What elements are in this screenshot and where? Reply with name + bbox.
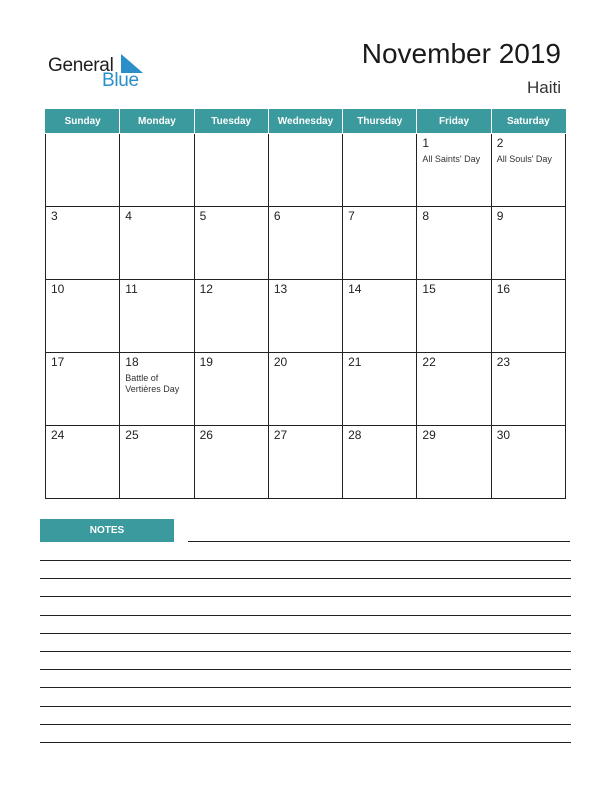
calendar-day-cell	[417, 280, 491, 353]
day-number: 6	[273, 209, 281, 223]
note-line	[40, 560, 571, 561]
calendar-week-row	[46, 207, 566, 280]
holiday-label: Battle of Vertières Day	[125, 373, 180, 394]
calendar-day-cell	[46, 207, 120, 280]
calendar-day-cell	[120, 134, 194, 207]
day-number: 22	[422, 355, 436, 369]
day-number: 29	[422, 428, 436, 442]
day-number: 2	[496, 136, 504, 150]
calendar-grid	[45, 109, 566, 499]
calendar-day-cell	[194, 280, 268, 353]
calendar-day-cell	[120, 426, 194, 499]
note-line	[40, 596, 571, 597]
holiday-label: All Saints' Day	[422, 154, 481, 164]
day-number: 4	[125, 209, 132, 223]
notes-label: NOTES	[40, 519, 174, 542]
calendar-day-cell	[417, 207, 491, 280]
calendar-day-cell	[194, 353, 268, 426]
note-line	[188, 541, 570, 542]
note-line	[40, 742, 571, 743]
calendar-day-cell	[343, 134, 417, 207]
calendar-day-cell	[491, 353, 565, 426]
calendar-day-cell	[491, 134, 565, 207]
day-number: 8	[422, 209, 430, 223]
calendar-day-cell	[268, 353, 342, 426]
weekday-header-row	[46, 110, 566, 134]
calendar-week-row	[46, 426, 566, 499]
weekday-thursday: Thursday	[343, 110, 417, 134]
calendar-day-cell	[491, 280, 565, 353]
holiday-label: All Souls' Day	[496, 154, 552, 164]
page-title: November 2019	[361, 38, 561, 69]
day-number: 3	[51, 209, 58, 223]
day-number: 27	[273, 428, 288, 442]
calendar-day-cell	[491, 207, 565, 280]
calendar-day-cell	[343, 426, 417, 499]
calendar-day-cell	[120, 207, 194, 280]
day-number: 10	[51, 282, 65, 296]
calendar-day-cell	[417, 426, 491, 499]
calendar-day-cell	[417, 134, 491, 207]
calendar-day-cell	[46, 426, 120, 499]
country-name: Haiti	[526, 78, 561, 97]
calendar-day-cell	[46, 280, 120, 353]
day-number: 17	[51, 355, 65, 369]
note-line	[40, 615, 571, 616]
calendar-day-cell	[268, 207, 342, 280]
calendar-day-cell	[194, 426, 268, 499]
calendar-day-cell	[120, 280, 194, 353]
day-number: 19	[199, 355, 213, 369]
calendar-day-cell	[343, 280, 417, 353]
day-number: 20	[273, 355, 288, 369]
day-number: 5	[199, 209, 207, 223]
day-number: 14	[348, 282, 362, 296]
day-number: 23	[496, 355, 511, 369]
calendar-week-row	[46, 134, 566, 207]
calendar-day-cell	[194, 134, 268, 207]
calendar-day-cell	[343, 353, 417, 426]
calendar-week-row	[46, 280, 566, 353]
day-number: 21	[348, 355, 362, 369]
calendar-day-cell	[268, 134, 342, 207]
day-number: 15	[422, 282, 436, 296]
day-number: 9	[496, 209, 504, 223]
day-number: 12	[199, 282, 213, 296]
brand-logo	[48, 52, 158, 94]
calendar-day-cell	[417, 353, 491, 426]
calendar-day-cell	[343, 207, 417, 280]
calendar-week-row	[46, 353, 566, 426]
note-line	[40, 669, 571, 670]
calendar-body	[46, 134, 566, 499]
note-line	[40, 651, 571, 652]
weekday-sunday: Sunday	[46, 110, 120, 134]
note-line	[40, 687, 571, 688]
day-number: 24	[51, 428, 65, 442]
weekday-friday: Friday	[417, 110, 491, 134]
day-number: 7	[348, 209, 355, 223]
day-number: 11	[125, 282, 138, 296]
day-number: 28	[348, 428, 362, 442]
calendar-day-cell	[268, 280, 342, 353]
day-number: 18	[125, 355, 139, 369]
calendar-day-cell	[46, 353, 120, 426]
day-number: 16	[496, 282, 511, 296]
brand-general-text: General	[48, 55, 114, 76]
day-number: 25	[125, 428, 139, 442]
calendar-day-cell	[491, 426, 565, 499]
weekday-saturday: Saturday	[491, 110, 565, 134]
calendar-day-cell	[120, 353, 194, 426]
weekday-wednesday: Wednesday	[268, 110, 342, 134]
day-number: 30	[496, 428, 511, 442]
note-line	[40, 724, 571, 725]
calendar-day-cell	[194, 207, 268, 280]
day-number: 13	[273, 282, 288, 296]
calendar-day-cell	[268, 426, 342, 499]
weekday-tuesday: Tuesday	[194, 110, 268, 134]
note-line	[40, 578, 571, 579]
note-line	[40, 706, 571, 707]
brand-blue-text: Blue	[102, 70, 139, 91]
note-line	[40, 633, 571, 634]
weekday-monday: Monday	[120, 110, 194, 134]
day-number: 26	[199, 428, 213, 442]
day-number: 1	[422, 136, 430, 150]
calendar-day-cell	[46, 134, 120, 207]
